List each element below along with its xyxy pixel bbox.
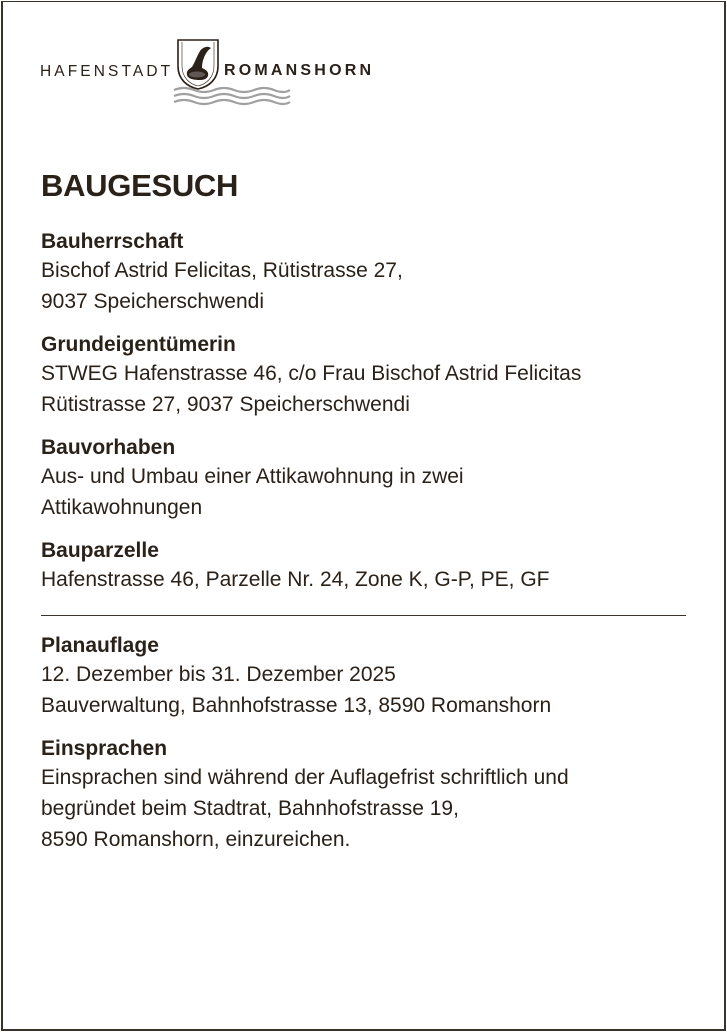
logo-text-hafenstadt: HAFENSTADT (40, 63, 174, 80)
section-grundeigentuemerin (41, 331, 691, 420)
logo-text-romanshorn: ROMANSHORN (224, 62, 375, 79)
section-heading: Bauvorhaben (41, 436, 176, 459)
section-line: Bischof Astrid Felicitas, Rütistrasse 27, (41, 259, 403, 282)
section-line: Rütistrasse 27, 9037 Speicherschwendi (41, 393, 410, 416)
section-line: begründet beim Stadtrat, Bahnhofstrasse 19, (41, 797, 459, 820)
section-line: Bauverwaltung, Bahnhofstrasse 13, 8590 Romanshorn (41, 694, 552, 717)
section-heading: Planauflage (41, 634, 159, 657)
section-bauherrschaft (41, 228, 691, 317)
document-title: BAUGESUCH (41, 168, 239, 203)
section-line: STWEG Hafenstrasse 46, c/o Frau Bischof Astrid Felicitas (41, 362, 582, 385)
section-line: 8590 Romanshorn, einzureichen. (41, 828, 351, 851)
section-bauvorhaben (41, 434, 691, 523)
coat-of-arms-icon (176, 38, 220, 90)
section-divider (41, 615, 686, 616)
section-line: Hafenstrasse 46, Parzelle Nr. 24, Zone K, G-P, PE, GF (41, 568, 550, 591)
section-line: Aus- und Umbau einer Attikawohnung in zwei (41, 465, 464, 488)
section-line: 12. Dezember bis 31. Dezember 2025 (41, 663, 396, 686)
section-line: Attikawohnungen (41, 496, 203, 519)
document-content (41, 162, 691, 855)
section-heading: Bauherrschaft (41, 230, 184, 253)
section-heading: Einsprachen (41, 737, 168, 760)
section-heading: Grundeigentümerin (41, 333, 236, 356)
section-bauparzelle (41, 537, 691, 595)
section-heading: Bauparzelle (41, 539, 159, 562)
section-planauflage (41, 632, 691, 721)
section-einsprachen (41, 735, 691, 855)
section-line: 9037 Speicherschwendi (41, 290, 264, 313)
water-waves-icon (172, 86, 292, 106)
logo-hafenstadt-romanshorn (40, 38, 375, 108)
section-line: Einsprachen sind während der Auflagefrist schriftlich und (41, 766, 569, 789)
